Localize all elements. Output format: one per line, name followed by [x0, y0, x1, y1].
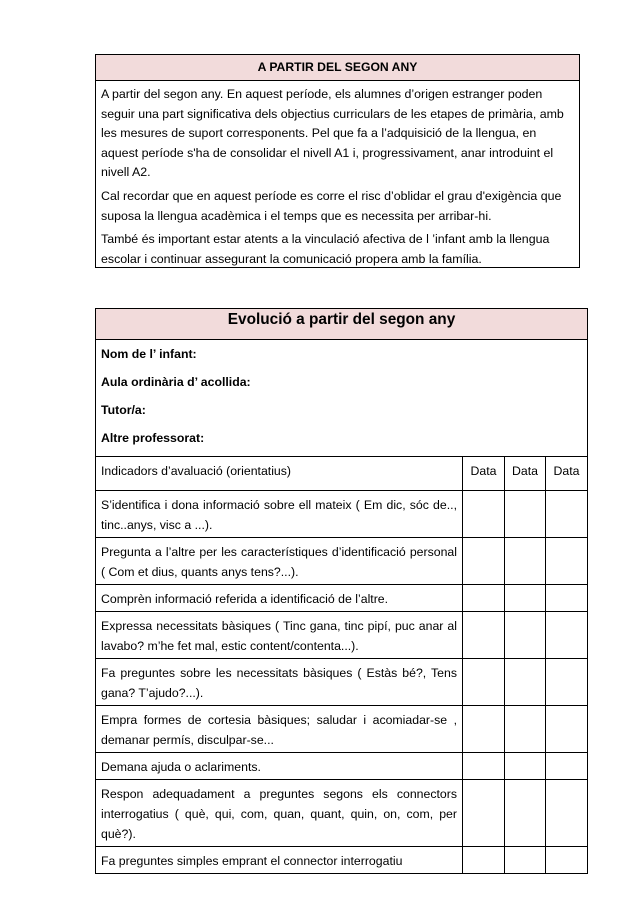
indicators-header: Indicadors d’avaluació (orientatius) — [96, 457, 463, 491]
date-header-3: Data — [546, 457, 588, 491]
date-cell[interactable] — [463, 585, 505, 612]
date-cell[interactable] — [505, 780, 546, 847]
date-header-2: Data — [505, 457, 546, 491]
intro-paragraph-1: A partir del segon any. En aquest període, els alumnes d’origen estranger poden seguir una part significativa dels objectius curriculars de les etapes de primària, amb les mesures de suport corresponents. Pel que fa a l’adquisició de la llengua, en aquest període s'ha de consolidar el nivell A1 i, progressivament, anar introduint el nivell A2. — [101, 87, 564, 180]
table-row — [96, 491, 588, 538]
date-cell[interactable] — [463, 780, 505, 847]
date-cell[interactable] — [505, 585, 546, 612]
indicator-text: S’identifica i dona informació sobre ell mateix ( Em dic, sóc de.., tinc..anys, visc a ...). — [96, 491, 463, 538]
indicator-text: Fa preguntes sobre les necessitats bàsiques ( Estàs bé?, Tens gana? T’ajudo?...). — [96, 659, 463, 706]
date-cell[interactable] — [546, 847, 588, 874]
indicator-text: Comprèn informació referida a identificació de l’altre. — [96, 585, 463, 612]
table-row — [96, 706, 588, 753]
date-cell[interactable] — [505, 612, 546, 659]
indicator-text: Respon adequadament a preguntes segons els connectors interrogatius ( què, qui, com, quan, quant, quin, on, com, per què?). — [96, 780, 463, 847]
table-row — [96, 538, 588, 585]
date-cell[interactable] — [546, 538, 588, 585]
field-tutor: Tutor/a: — [101, 403, 146, 417]
indicator-text: Expressa necessitats bàsiques ( Tinc gana, tinc pipí, puc anar al lavabo? m’he fet mal, estic content/contenta...). — [96, 612, 463, 659]
date-cell[interactable] — [463, 753, 505, 780]
indicator-text: Empra formes de cortesia bàsiques; saludar i acomiadar-se , demanar permís, disculpar-se... — [96, 706, 463, 753]
date-cell[interactable] — [463, 847, 505, 874]
date-cell[interactable] — [546, 706, 588, 753]
evaluation-table — [95, 308, 588, 874]
table-row — [96, 612, 588, 659]
date-cell[interactable] — [463, 706, 505, 753]
indicator-text: Demana ajuda o aclariments. — [96, 753, 463, 780]
field-classroom: Aula ordinària d’ acollida: — [101, 375, 251, 389]
field-student-name: Nom de l’ infant: — [101, 347, 197, 361]
date-cell[interactable] — [546, 659, 588, 706]
intro-box — [95, 54, 580, 268]
table-row — [96, 753, 588, 780]
date-cell[interactable] — [505, 538, 546, 585]
intro-body — [96, 81, 579, 269]
date-cell[interactable] — [546, 780, 588, 847]
date-cell[interactable] — [546, 585, 588, 612]
intro-paragraph-2: Cal recordar que en aquest període es corre el risc d’oblidar el grau d'exigència que suposa la llengua acadèmica i el temps que es necessita per arribar-hi. — [101, 188, 562, 223]
table-row — [96, 847, 588, 874]
indicator-text: Pregunta a l’altre per les característiques d’identificació personal ( Com et dius, quants anys tens?...). — [96, 538, 463, 585]
date-cell[interactable] — [505, 659, 546, 706]
date-cell[interactable] — [505, 753, 546, 780]
intro-paragraph-3: També és important estar atents a la vinculació afectiva de l ’infant amb la llengua escolar i continuar assegurant la comunicació propera amb la família. — [101, 232, 550, 266]
date-cell[interactable] — [463, 538, 505, 585]
indicator-text: Fa preguntes simples emprant el connector interrogatiu — [96, 847, 463, 874]
date-cell[interactable] — [546, 491, 588, 538]
table-row — [96, 585, 588, 612]
date-cell[interactable] — [463, 659, 505, 706]
field-other-teachers: Altre professorat: — [101, 431, 205, 445]
date-cell[interactable] — [546, 753, 588, 780]
section-heading: A PARTIR DEL SEGON ANY — [96, 55, 579, 81]
table-row — [96, 659, 588, 706]
date-cell[interactable] — [546, 612, 588, 659]
date-cell[interactable] — [505, 847, 546, 874]
date-cell[interactable] — [505, 491, 546, 538]
table-row — [96, 780, 588, 847]
date-header-1: Data — [463, 457, 505, 491]
date-cell[interactable] — [463, 612, 505, 659]
date-cell[interactable] — [463, 491, 505, 538]
evaluation-title: Evolució a partir del segon any — [96, 309, 588, 340]
date-cell[interactable] — [505, 706, 546, 753]
student-info — [96, 340, 588, 457]
